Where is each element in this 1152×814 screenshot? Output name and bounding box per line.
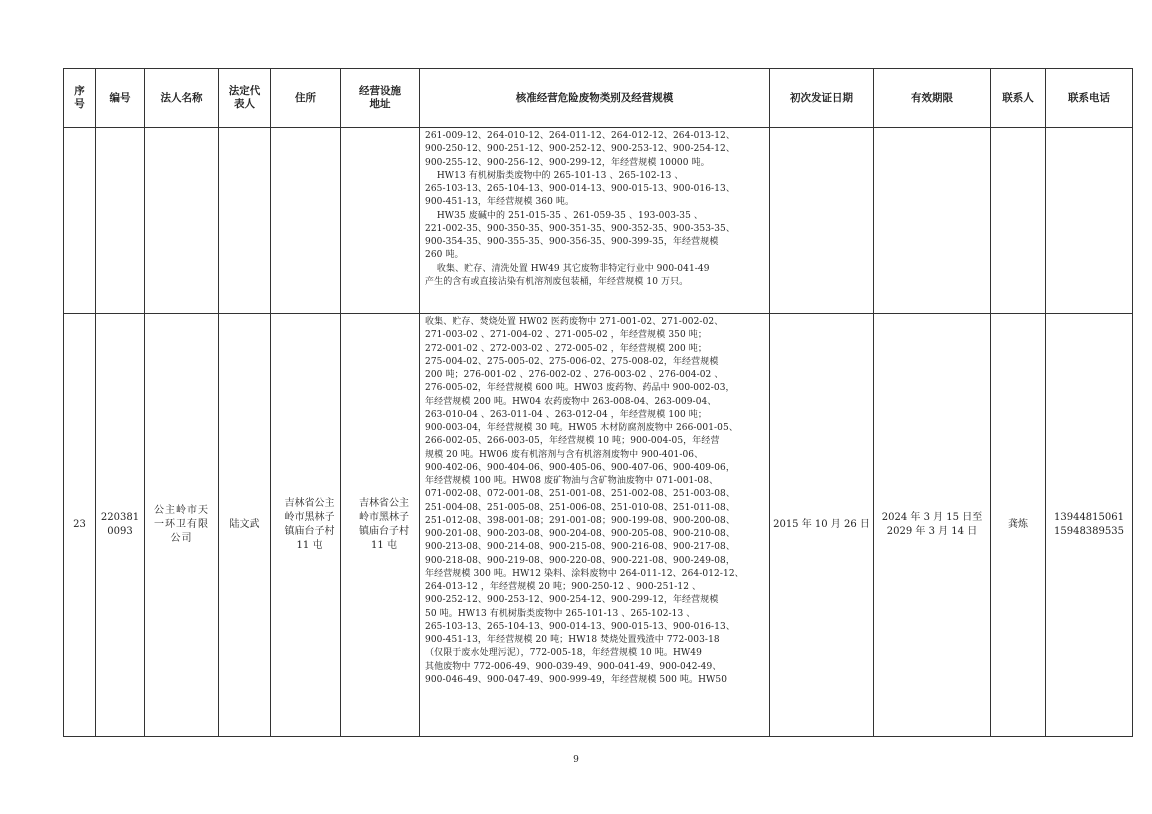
facility-cell: 吉林省公主 岭市黑林子 镇庙台子村 11 屯	[341, 314, 420, 737]
header-company: 法人名称	[145, 69, 219, 128]
validity-cell: 2024 年 3 月 15 日至 2029 年 3 月 14 日	[874, 314, 991, 737]
empty-cell	[219, 128, 271, 314]
continued-scope-cell: 261-009-12、264-010-12、264-011-12、264-012-12、264-013-12、 900-250-12、900-251-12、900-252-12、900-253-12、900-254-12、 900-255-12、900-256-12、900-299-12，年经营规模 10000 吨。 HW13 有机树脂类废物中的 265-101-13 、265-102-13 、 265-103-13、265-104-13、900-014-13、900-015-13、900-016-13、 900-451-13，年经营规模 360 吨。 HW35 废碱中的 251-015-35 、261-059-35 、193-003-35 、 221-002-35、900-350-35、900-351-35、900-352-35、900-353-35、 900-354-35、900-355-35、900-356-35、900-399-35，年经营规模 260 吨。 收集、贮存、清洗处置 HW49 其它废物非特定行业中 900-041-49 产生的含有或直接沾染有机溶剂废包装桶，年经营规模 10 万只。	[420, 128, 770, 314]
empty-cell	[96, 128, 145, 314]
scope-cell: 收集、贮存、焚烧处置 HW02 医药废物中 271-001-02、271-002-02、 271-003-02 、271-004-02 、271-005-02 ，年经营规模 350 吨； 272-001-02 、272-003-02 、272-005-02 ，年经营规模 200 吨； 275-004-02、275-005-02、275-006-02、275-008-02，年经营规模 200 吨；276-001-02 、276-002-02 、276-003-02 、276-004-02 、 276-005-02，年经营规模 600 吨。HW03 废药物、药品中 900-002-03， 年经营规模 200 吨。HW04 农药废物中 263-008-04、263-009-04、 263-010-04 、263-011-04 、263-012-04 ，年经营规模 100 吨； 900-003-04，年经营规模 30 吨。HW05 木材防腐剂废物中 266-001-05、 266-002-05、266-003-05，年经营规模 10 吨；900-004-05，年经营 规模 20 吨。HW06 废有机溶剂与含有机溶剂废物中 900-401-06、 900-402-06、900-404-06、900-405-06、900-407-06、900-409-06， 年经营规模 100 吨。HW08 废矿物油与含矿物油废物中 071-001-08、 071-002-08、072-001-08、251-001-08、251-002-08、251-003-08、 251-004-08、251-005-08、251-006-08、251-010-08、251-011-08、 251-012-08、398-001-08；291-001-08；900-199-08、900-200-08、 900-201-08、900-203-08、900-204-08、900-205-08、900-210-08、 900-213-08、900-214-08、900-215-08、900-216-08、900-217-08、 900-218-08、900-219-08、900-220-08、900-221-08、900-249-08， 年经营规模 300 吨。HW12 染料、涂料废物中 264-011-12、264-012-12、 264-013-12 ，年经营规模 20 吨；900-250-12 、900-251-12 、 900-252-12、900-253-12、900-254-12、900-299-12，年经营规模 50 吨。HW13 有机树脂类废物中 265-101-13 、265-102-13 、 265-103-13、265-104-13、900-014-13、900-015-13、900-016-13、 900-451-13，年经营规模 20 吨；HW18 焚烧处置残渣中 772-003-18 （仅限于废水处理污泥），772-005-18，年经营规模 10 吨。HW49 其他废物中 772-006-49、900-039-49、900-041-49、900-042-49、 900-046-49、900-047-49、900-999-49，年经营规模 500 吨。HW50	[420, 314, 770, 737]
empty-cell	[1046, 128, 1133, 314]
header-facility: 经营设施地址	[341, 69, 420, 128]
header-phone: 联系电话	[1046, 69, 1133, 128]
first-issue-cell: 2015 年 10 月 26 日	[770, 314, 874, 737]
address-cell: 吉林省公主 岭市黑林子 镇庙台子村 11 屯	[271, 314, 341, 737]
header-validity: 有效期限	[874, 69, 991, 128]
header-first-issue: 初次发证日期	[770, 69, 874, 128]
header-address: 住所	[271, 69, 341, 128]
contact-cell: 龚炼	[991, 314, 1046, 737]
page-number: 9	[573, 755, 579, 765]
seq-cell: 23	[64, 314, 96, 737]
table-row-continued	[64, 128, 1133, 314]
phone-cell: 13944815061 15948389535	[1046, 314, 1133, 737]
empty-cell	[64, 128, 96, 314]
company-cell: 公主岭市天 一环卫有限 公司	[145, 314, 219, 737]
header-code: 编号	[96, 69, 145, 128]
empty-cell	[874, 128, 991, 314]
license-table	[63, 68, 1133, 737]
empty-cell	[770, 128, 874, 314]
header-legal-rep: 法定代表人	[219, 69, 271, 128]
empty-cell	[341, 128, 420, 314]
empty-cell	[271, 128, 341, 314]
code-cell: 220381 0093	[96, 314, 145, 737]
empty-cell	[991, 128, 1046, 314]
header-seq: 序号	[64, 69, 96, 128]
table-row	[64, 314, 1133, 737]
header-scope: 核准经营危险废物类别及经营规模	[420, 69, 770, 128]
header-contact: 联系人	[991, 69, 1046, 128]
header-row	[64, 69, 1133, 128]
empty-cell	[145, 128, 219, 314]
legal-rep-cell: 陆文武	[219, 314, 271, 737]
